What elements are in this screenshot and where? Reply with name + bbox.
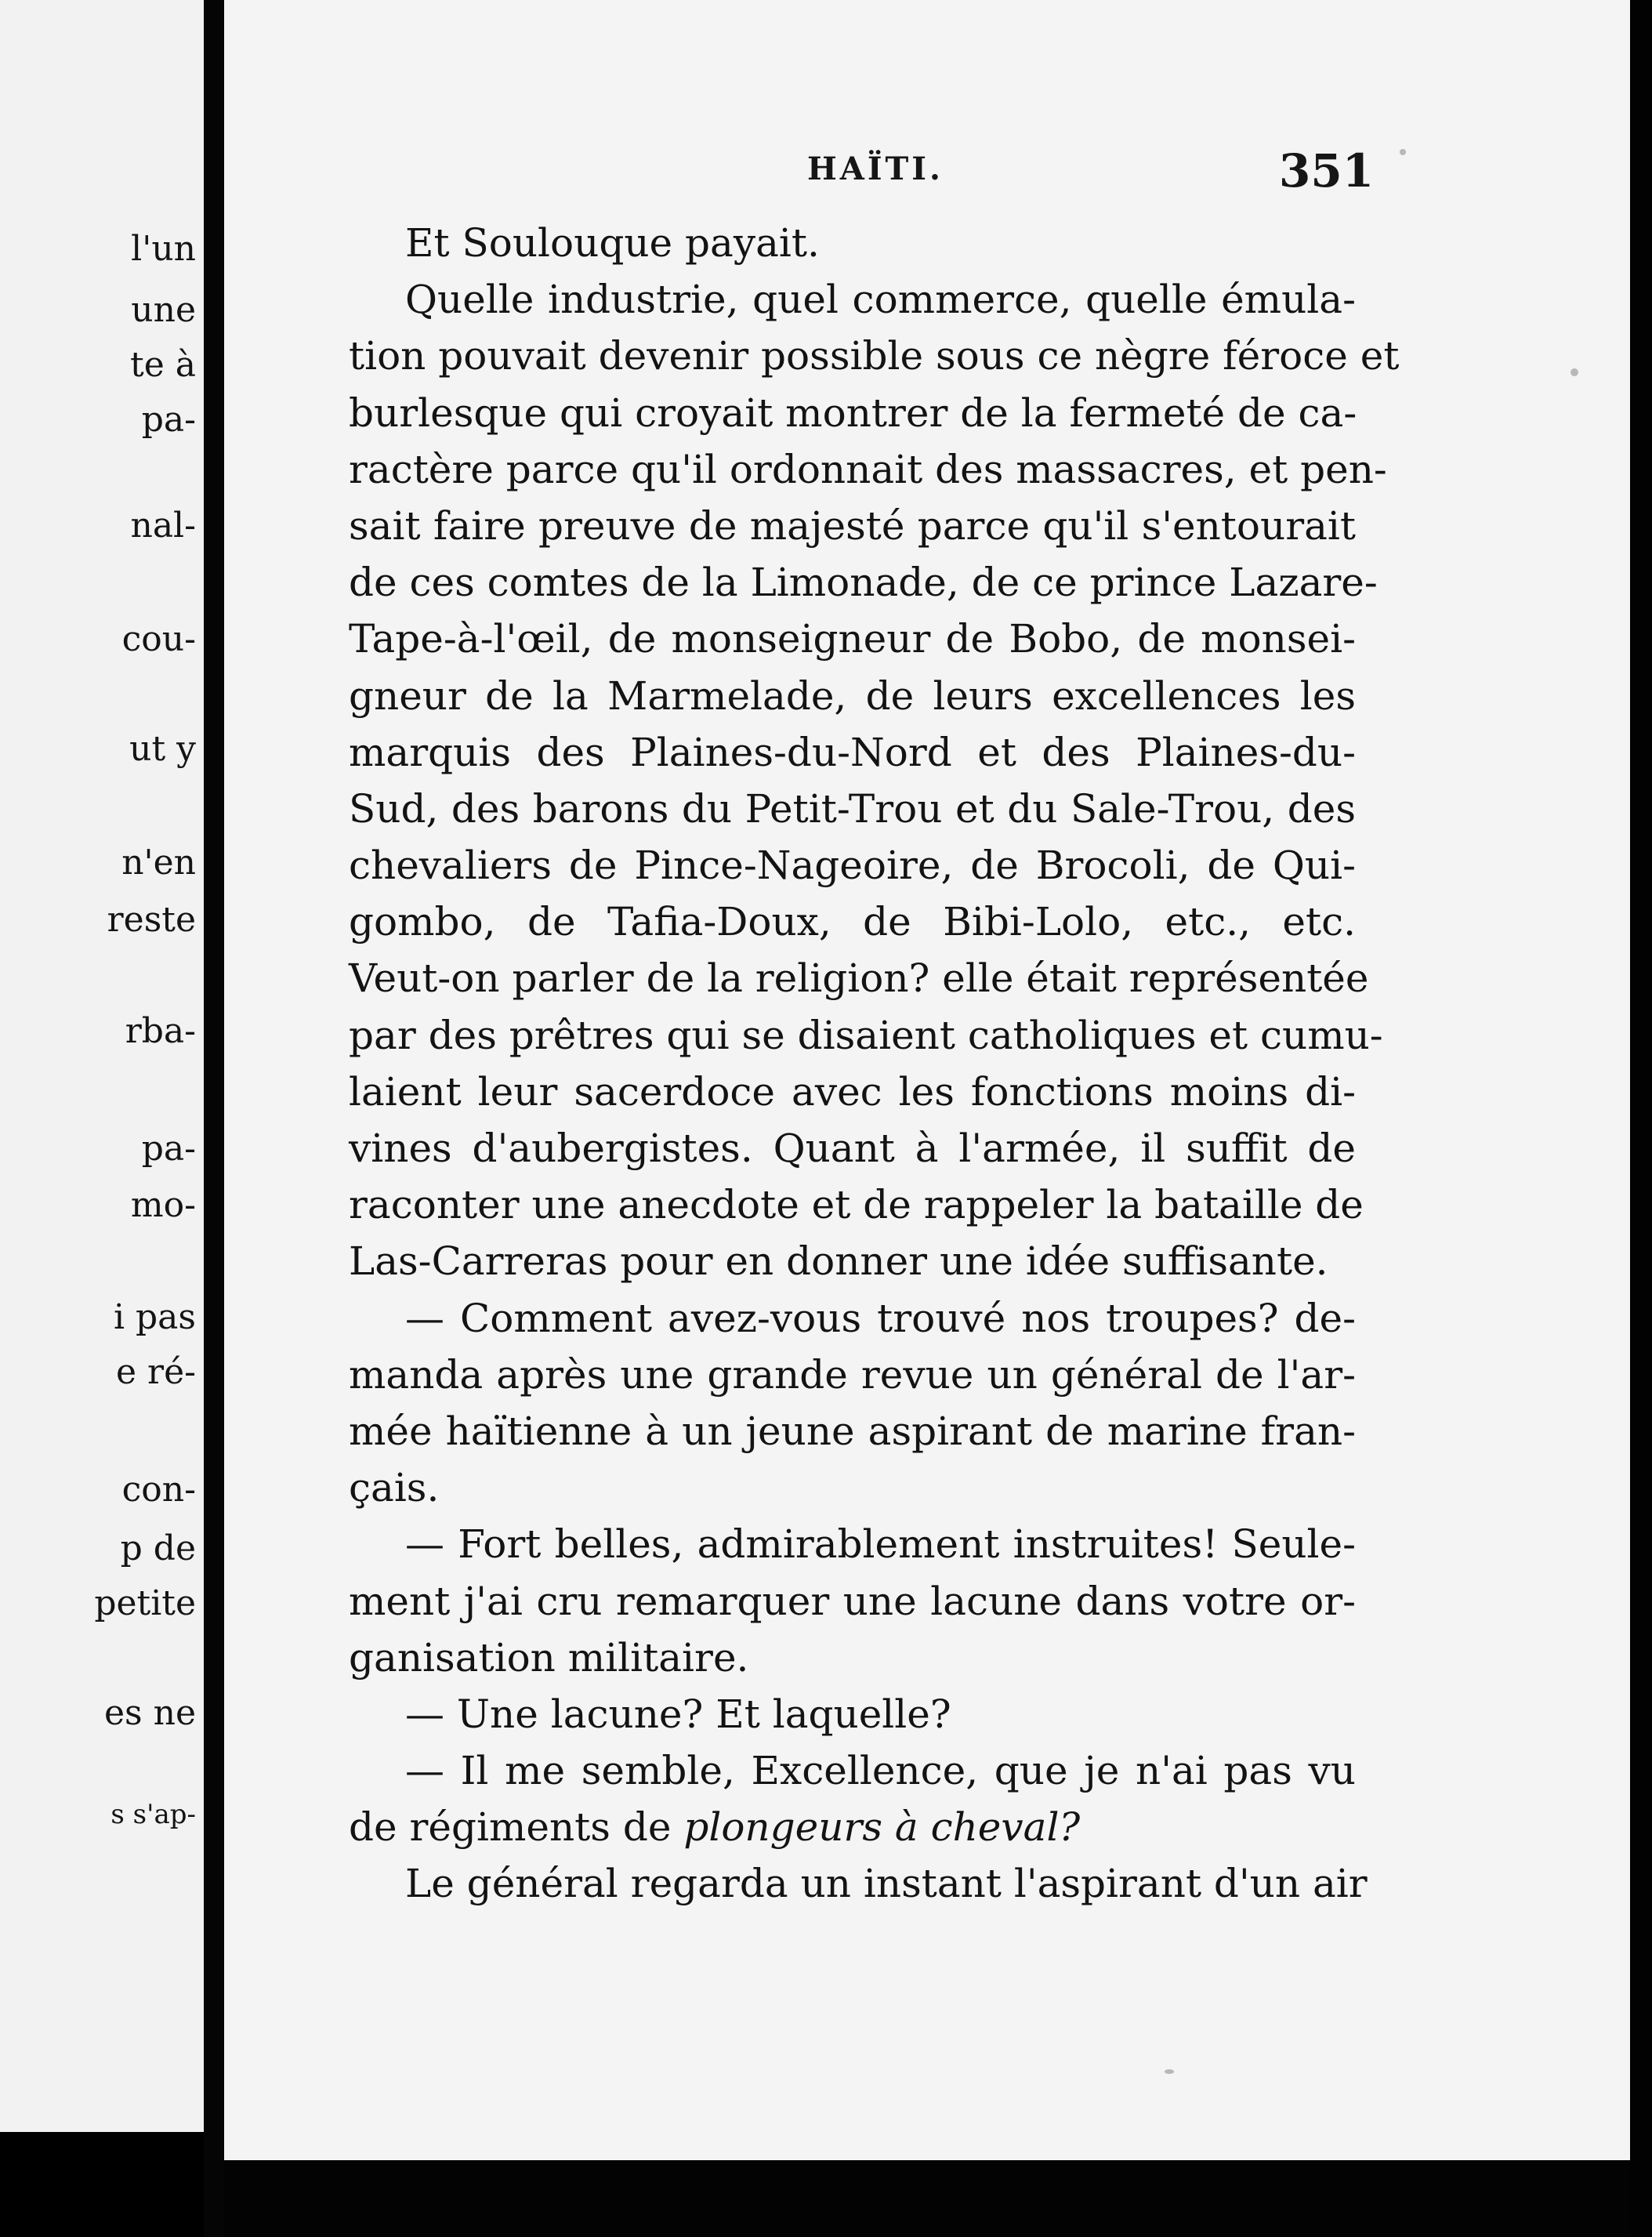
scan-border-right xyxy=(1630,0,1652,2237)
text-line xyxy=(349,781,1356,837)
text-line xyxy=(349,1120,1356,1177)
text-line-content: sait faire preuve de majesté parce qu'il s'entourait xyxy=(349,502,1356,549)
facing-page-fragment: une xyxy=(131,290,196,330)
text-line-content: gneur de la Marmelade, de leurs excellences les xyxy=(349,673,1356,719)
text-line xyxy=(349,1855,1368,1912)
text-line xyxy=(349,498,1356,554)
text-line xyxy=(349,1290,1356,1347)
paper-speck xyxy=(1400,149,1406,155)
text-line-content: laient leur sacerdoce avec les fonctions moins di- xyxy=(349,1068,1356,1115)
text-line xyxy=(349,668,1356,724)
facing-page-fragment: rba- xyxy=(125,1011,196,1051)
text-line xyxy=(349,215,1356,271)
facing-page-fragment: ut y xyxy=(129,729,196,769)
text-line xyxy=(349,894,1356,950)
text-line-content: — Il me semble, Excellence, que je n'ai pas vu xyxy=(405,1748,1356,1794)
facing-page-fragment: pa- xyxy=(141,1129,196,1169)
text-line xyxy=(349,1064,1356,1120)
text-line xyxy=(349,1799,1356,1855)
text-line-content: ment j'ai cru remarquer une lacune dans votre or- xyxy=(349,1578,1356,1624)
text-line xyxy=(349,1177,1364,1233)
facing-page-fragment: petite xyxy=(94,1583,196,1623)
text-line xyxy=(349,1516,1356,1572)
text-line-content: de ces comtes de la Limonade, de ce prince Lazare- xyxy=(349,560,1378,606)
facing-page-fragment: p de xyxy=(120,1528,196,1568)
text-line xyxy=(349,611,1356,667)
facing-page-fragment: con- xyxy=(121,1470,196,1510)
text-line xyxy=(349,1233,1356,1289)
text-line-content: ractère parce qu'il ordonnait des massacres, et pen- xyxy=(349,446,1387,492)
facing-page-fragment: te à xyxy=(130,345,196,385)
text-line-content: Veut-on parler de la religion? elle était représentée xyxy=(349,955,1369,1002)
text-line-content: burlesque qui croyait montrer de la fermeté de ca- xyxy=(349,390,1357,436)
facing-page-fragment: cou- xyxy=(121,619,196,659)
text-line xyxy=(349,271,1356,328)
text-line-content: gombo, de Tafia-Doux, de Bibi-Lolo, etc., etc. xyxy=(349,899,1356,945)
text-line xyxy=(349,1686,1356,1742)
text-line-content: Et Soulouque payait. xyxy=(405,220,820,266)
text-line-content: Le général regarda un instant l'aspirant d'un air xyxy=(405,1861,1368,1907)
text-line-content: ganisation militaire. xyxy=(349,1634,749,1680)
text-line-content: manda après une grande revue un général de l'ar- xyxy=(349,1351,1356,1398)
text-line-content: chevaliers de Pince-Nageoire, de Brocoli, de Qui- xyxy=(349,843,1356,889)
text-line-content: Las-Carreras pour en donner une idée suffisante. xyxy=(349,1238,1328,1285)
text-line xyxy=(349,385,1356,441)
text-line-content: par des prêtres qui se disaient catholiques et cumu- xyxy=(349,1012,1383,1058)
facing-page-fragment: e ré- xyxy=(116,1352,196,1392)
facing-page-fragment: es ne xyxy=(104,1693,196,1733)
text-line-content: Sud, des barons du Petit-Trou et du Sale-Trou, des xyxy=(349,785,1356,832)
body-text xyxy=(349,215,1400,1913)
facing-page-fragment: n'en xyxy=(121,843,196,883)
facing-page-fragment: nal- xyxy=(130,506,196,546)
page-number: 351 xyxy=(1279,144,1375,198)
text-line-content: Quelle industrie, quel commerce, quelle émula- xyxy=(405,277,1356,323)
text-line xyxy=(349,554,1378,611)
text-line xyxy=(349,1347,1356,1403)
facing-page-fragment: reste xyxy=(107,900,196,940)
text-line xyxy=(349,1630,1356,1686)
text-line-content: marquis des Plaines-du-Nord et des Plaines-du- xyxy=(349,729,1356,775)
facing-page-fragment: i pas xyxy=(113,1297,196,1337)
text-line xyxy=(349,1573,1356,1630)
facing-page-fragment: mo- xyxy=(130,1185,196,1225)
text-line xyxy=(349,1007,1383,1064)
text-line xyxy=(349,837,1356,894)
paper-speck xyxy=(1165,2069,1174,2074)
text-line xyxy=(349,1742,1356,1799)
text-line-content: de régiments de xyxy=(349,1804,684,1851)
facing-page-fragment: l'un xyxy=(131,229,196,269)
text-line xyxy=(349,950,1369,1006)
scan-border-bottom xyxy=(224,2160,1630,2237)
running-head: HAÏTI. xyxy=(807,150,944,187)
paper-speck xyxy=(1570,368,1578,376)
text-line-content: — Une lacune? Et laquelle? xyxy=(405,1691,951,1737)
text-line-content: mée haïtienne à un jeune aspirant de marine fran- xyxy=(349,1408,1356,1454)
text-line-content: Tape-à-l'œil, de monseigneur de Bobo, de monsei- xyxy=(349,616,1356,662)
text-line xyxy=(349,328,1400,384)
facing-page-fragment: s s'ap- xyxy=(110,1799,196,1830)
text-line xyxy=(349,1459,1356,1516)
text-line xyxy=(349,724,1356,781)
text-line-content: raconter une anecdote et de rappeler la bataille de xyxy=(349,1182,1364,1228)
text-line-content: çais. xyxy=(349,1465,440,1511)
facing-page-strip xyxy=(0,0,204,2132)
text-line xyxy=(349,1403,1356,1459)
book-gutter xyxy=(204,0,224,2237)
text-line-content: vines d'aubergistes. Quant à l'armée, il suffit de xyxy=(349,1126,1356,1171)
italic-phrase: plongeurs à cheval? xyxy=(683,1804,1081,1851)
text-line-content: tion pouvait devenir possible sous ce nègre féroce et xyxy=(349,333,1400,379)
text-line-content: — Comment avez-vous trouvé nos troupes? de- xyxy=(405,1295,1356,1341)
facing-page-fragment: pa- xyxy=(141,400,196,440)
text-line xyxy=(349,441,1387,498)
text-line-content: — Fort belles, admirablement instruites! Seule- xyxy=(405,1521,1356,1568)
